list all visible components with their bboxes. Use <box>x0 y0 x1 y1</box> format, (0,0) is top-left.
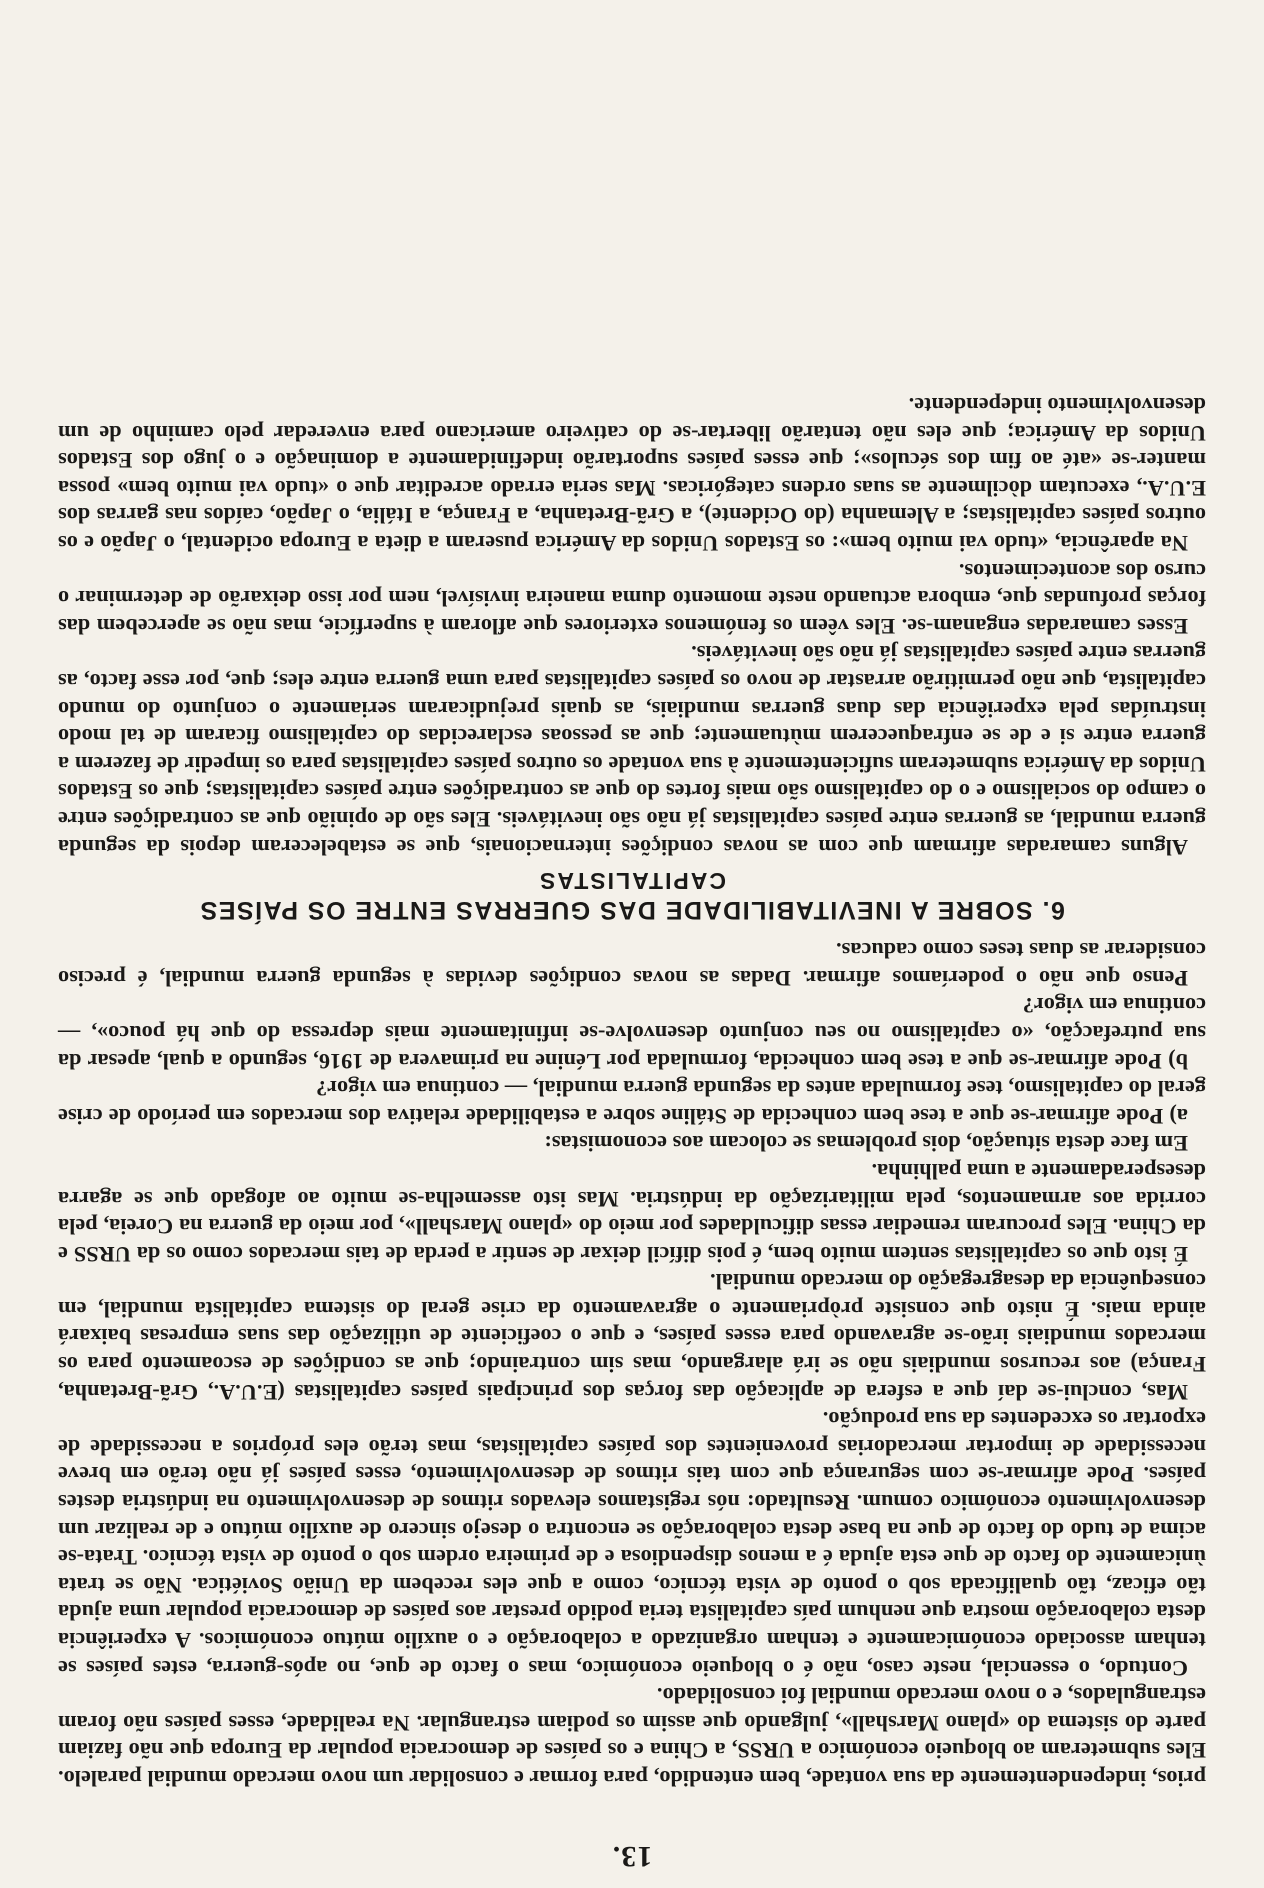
paragraph: Penso que não o poderíamos afirmar. Dadas as novas condições devidas à segunda guerra mundial, é preciso considerar as duas teses como caducas. <box>58 938 1206 991</box>
page-number: 13. <box>611 1840 653 1873</box>
paragraph: a) Pode afirmar-se que a tese bem conhecida de Stáline sobre a estabilidade relativa dos mercados em período de crise geral do capitalismo, tese formulada antes da segunda guerra mundial, — continua em vigor? <box>58 1076 1206 1129</box>
paragraph: Na aparência, «tudo vai muito bem»: os Estados Unidos da América puseram a dieta a Europa ocidental, o Japão e os outros países capitalistas; a Alemanha (do Ocidente), a Grã-Bretanha, a França, a Itália, o Japão, caídos nas garras dos E.U.A., executam dòcilmente as suas ordens categóricas. Mas seria errado acreditar que o «tudo vai muito bem» possa manter-se «até ao fim dos séculos»; que esses países suportarão indefinidamente a dominação e o jugo dos Estados Unidos da América; que eles não tentarão libertar-se do cativeiro americano para enveredar pelo caminho de um desenvolvimento independente. <box>58 393 1206 557</box>
section-title-continuation: CAPITALISTAS <box>538 867 726 894</box>
paragraph: Em face desta situação, dois problemas se colocam aos economistas: <box>544 1131 1188 1157</box>
section-title: 6. SOBRE A INEVITABILIDADE DAS GUERRAS ENTRE OS PAÍSES <box>199 895 1065 924</box>
paragraph: Contudo, o essencial, neste caso, não é o bloqueio económico, mas o facto de que, no após-guerra, estes países se tenham associado económicamente e tenham organizado a colaboração e o auxílio mútuo económicos. A experiência desta colaboração mostra que nenhum país capitalista teria podido prestar aos países de democracia popular uma ajuda tão eficaz, tão qualificada sob o ponto de vista técnico, como a que eles recebem da União Soviética. Não se trata ùnicamente do facto de que esta ajuda é a menos dispendiosa e de primeira ordem sob o ponto de vista técnico. Trata-se acima de tudo do facto de que na base desta colaboração se encontra o desejo sincero de auxílio mútuo e de realizar um desenvolvimento económico comum. Resultado: nós registamos elevados ritmos de desenvolvimento na indústria destes países. Pode afirmar-se com segurança que com tais ritmos de desenvolvimento, esses países já não terão em breve necessidade de importar mercadorias provenientes dos países capitalistas, mas terão eles próprios a necessidade de exportar os excedentes da sua produção. <box>58 1407 1206 1681</box>
paragraph: Mas, conclui-se daí que a esfera de aplicação das forças dos principais países capitalistas (E.U.A., Grã-Bretanha, França) aos recursos mundiais não se irá alargando, mas sim contraindo; que as condições de escoamento para os mercados mundiais irão-se agravando para esses países, e que o coeficiente de utilização das suas empresas baixará ainda mais. É nisto que consiste pròpriamente o agravamento da crise geral do sistema capitalista mundial, em consequência da desagregação do mercado mundial. <box>58 1269 1206 1405</box>
paragraph: É isto que os capitalistas sentem muito bem, é pois difícil deixar de sentir a perda de tais mercados como os da URSS e da China. Eles procuram remediar essas dificuldades por meio do «plano Marshall», por meio da guerra na Coreia, pela corrida aos armamentos, pela militarização da indústria. Mas isto assemelha-se muito ao afogado que se agarra desesperadamente a uma palhinha. <box>58 1158 1206 1267</box>
paragraph: Esses camaradas enganam-se. Eles vêem os fenómenos exteriores que afloram à superfície, mas não se apercebem das forças profundas que, embora actuando neste momento duma maneira invisível, nem por isso deixarão de determinar o curso dos acontecimentos. <box>58 558 1206 639</box>
paragraph: prios, independentemente da sua vontade, bem entendido, para formar e consolidar um novo mercado mundial paralelo. Eles submeteram ao bloqueio económico a URSS, a China e os países de democracia popular da Europa que não faziam parte do sistema do «plano Marshall», julgando que assim os podiam estrangular. Na realidade, esses países não foram estrangulados, e o novo mercado mundial foi consolidado. <box>58 1683 1206 1791</box>
paragraph: Alguns camaradas afirmam que com as novas condições internacionais, que se estabeleceram depois da segunda guerra mundial, as guerras entre países capitalistas já não são inevitáveis. Eles são de opinião que as contradições entre o campo do socialismo e o do capitalismo são mais fortes do que as contradições entre países capitalistas; que os Estados Unidos da América submeteram suficientemente à sua vontade os outros países capitalistas para os impedir de fazerem a guerra entre si e de se enfraquecerem mùtuamente; que as pessoas esclarecidas do capitalismo ficaram de tal modo instruídas pela experiência das duas guerras mundiais, as quais prejudicaram seriamente o conjunto do mundo capitalista, que não permitirão arrastar de novo os países capitalistas para uma guerra entre eles; que, por esse facto, as guerras entre países capitalistas já não são inevitáveis. <box>58 641 1206 860</box>
paragraph: b) Pode afirmar-se que a tese bem conhecida, formulada por Lénine na primavera de 1916, segundo a qual, apesar da sua putrefacção, «o capitalismo no seu conjunto desenvolve-se infinitamente mais depressa do que há pouco», — continua em vigor? <box>58 993 1206 1074</box>
